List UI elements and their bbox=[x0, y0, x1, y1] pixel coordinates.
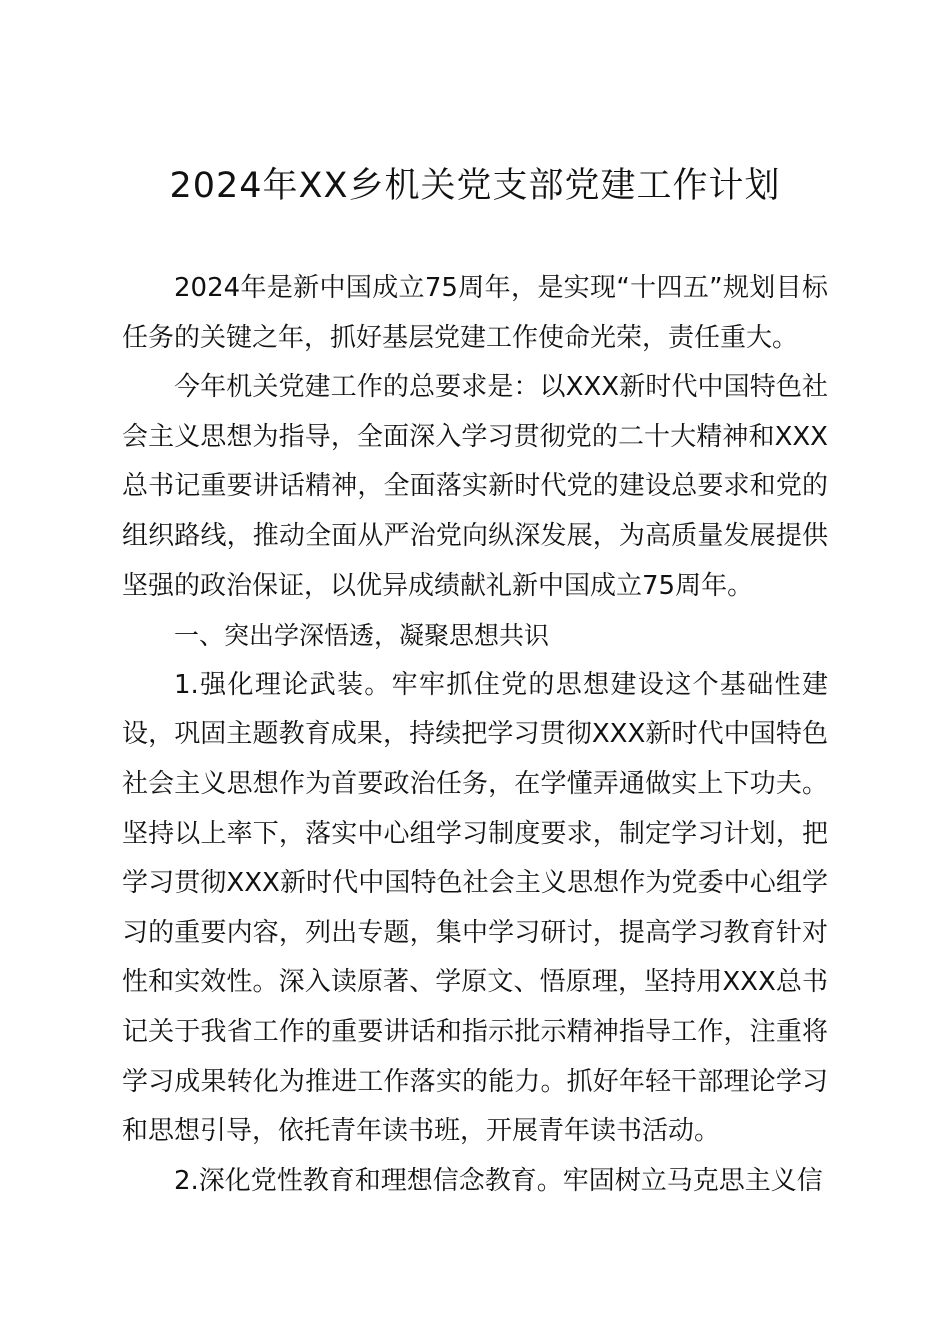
item-1-theory-study: 1.强化理论武装。牢牢抓住党的思想建设这个基础性建设，巩固主题教育成果，持续把学习贯彻XXX新时代中国特色社会主义思想作为首要政治任务，在学懂弄通做实上下功夫。坚持以上率下，落实中心组学习制度要求，制定学习计划，把学习贯彻XXX新时代中国特色社会主义思想作为党委中心组学习的重要内容，列出专题，集中学习研讨，提高学习教育针对性和实效性。深入读原著、学原文、悟原理，坚持用XXX总书记关于我省工作的重要讲话和指示批示精神指导工作，注重将学习成果转化为推进工作落实的能力。抓好年轻干部理论学习和思想引导，依托青年读书班，开展青年读书活动。 bbox=[122, 669, 828, 1147]
document-body bbox=[122, 264, 828, 1206]
document-title: 2024年XX乡机关党支部党建工作计划 bbox=[169, 166, 781, 206]
item-2-party-education: 2.深化党性教育和理想信念教育。牢固树立马克思主义信 bbox=[174, 1165, 823, 1196]
paragraph-general-requirements: 今年机关党建工作的总要求是：以XXX新时代中国特色社会主义思想为指导，全面深入学习贯彻党的二十大精神和XXX总书记重要讲话精神，全面落实新时代党的建设总要求和党的组织路线，推动全面从严治党向纵深发展，为高质量发展提供坚强的政治保证，以优异成绩献礼新中国成立75周年。 bbox=[122, 372, 828, 601]
section-heading-1: 一、突出学深悟透，凝聚思想共识 bbox=[174, 621, 550, 651]
paragraph-intro: 2024年是新中国成立75周年，是实现“十四五”规划目标任务的关键之年，抓好基层党建工作使命光荣，责任重大。 bbox=[122, 273, 828, 353]
